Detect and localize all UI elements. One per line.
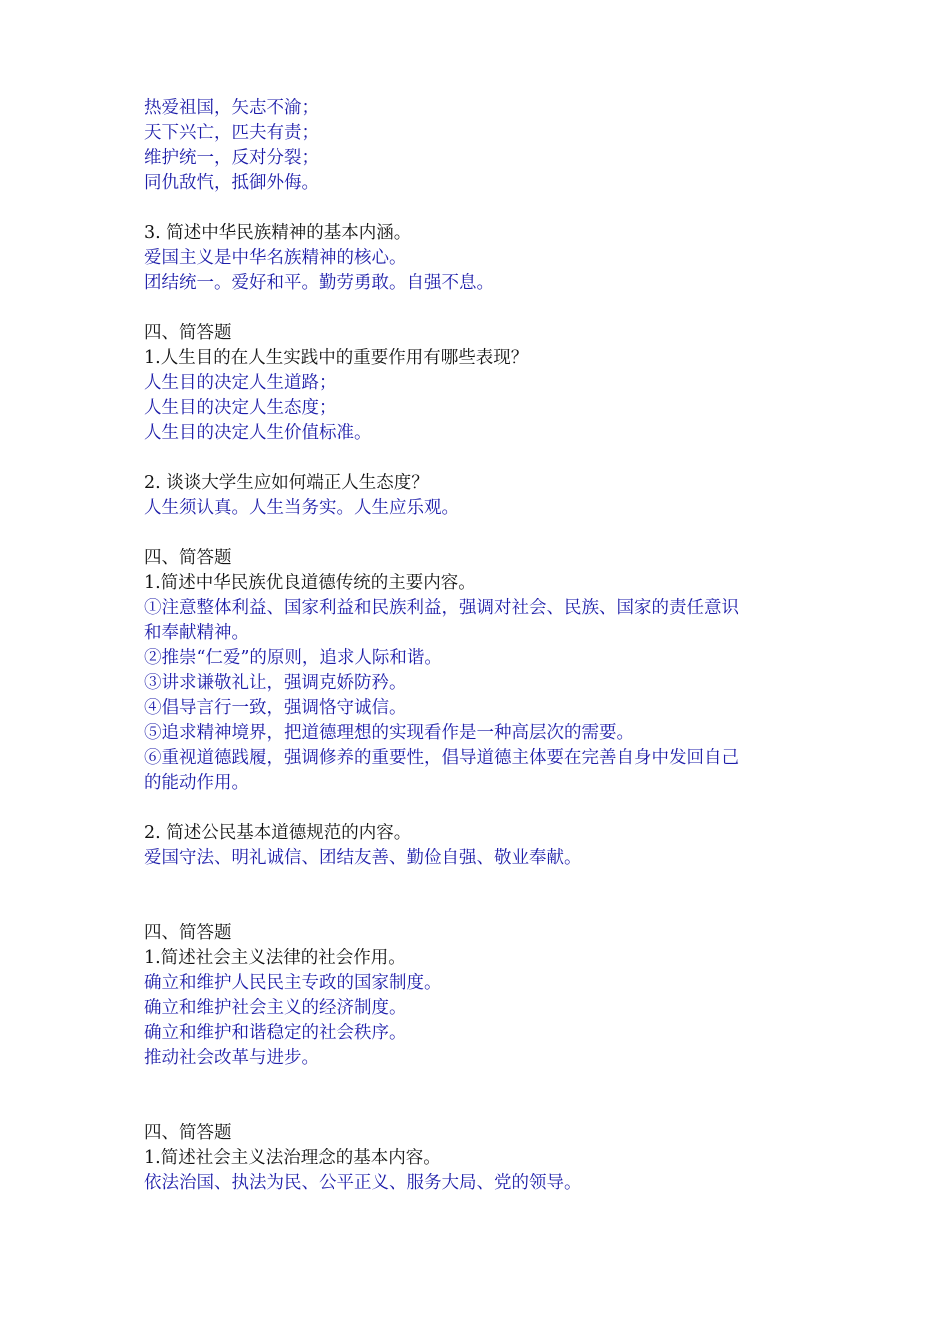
question-text: 1.简述社会主义法律的社会作用。 <box>144 948 406 968</box>
answer-line: 人生目的决定人生道路； <box>144 373 337 393</box>
answer-line: 热爱祖国，矢志不渝； <box>144 98 319 118</box>
section-heading: 四、简答题 <box>144 923 232 943</box>
answer-line: 的能动作用。 <box>144 773 249 793</box>
question-text: 1.人生目的在人生实践中的重要作用有哪些表现？ <box>144 348 529 368</box>
question-text: 1.简述社会主义法治理念的基本内容。 <box>144 1148 441 1168</box>
answer-line: 维护统一，反对分裂； <box>144 148 319 168</box>
answer-line: 推动社会改革与进步。 <box>144 1048 319 1068</box>
question-text: 2. 简述公民基本道德规范的内容。 <box>144 823 412 843</box>
answer-line: 爱国守法、明礼诚信、团结友善、勤俭自强、敬业奉献。 <box>144 848 582 868</box>
question-text: 2. 谈谈大学生应如何端正人生态度？ <box>144 473 429 493</box>
answer-line: 确立和维护和谐稳定的社会秩序。 <box>144 1023 407 1043</box>
answer-line: ⑥重视道德践履，强调修养的重要性，倡导道德主体要在完善自身中发回自己 <box>144 748 739 768</box>
answer-line: 团结统一。爱好和平。勤劳勇敢。自强不息。 <box>144 273 494 293</box>
question-text: 3. 简述中华民族精神的基本内涵。 <box>144 223 412 243</box>
answer-line: 人生须认真。人生当务实。人生应乐观。 <box>144 498 459 518</box>
answer-line: 人生目的决定人生态度； <box>144 398 337 418</box>
section-heading: 四、简答题 <box>144 548 232 568</box>
answer-line: 爱国主义是中华名族精神的核心。 <box>144 248 407 268</box>
document-page <box>144 96 824 1196</box>
answer-line: 同仇敌忾，抵御外侮。 <box>144 173 319 193</box>
answer-line: 确立和维护人民民主专政的国家制度。 <box>144 973 442 993</box>
answer-line: 和奉献精神。 <box>144 623 249 643</box>
answer-line: 确立和维护社会主义的经济制度。 <box>144 998 407 1018</box>
answer-line: 人生目的决定人生价值标准。 <box>144 423 372 443</box>
answer-line: ④倡导言行一致，强调恪守诚信。 <box>144 698 407 718</box>
answer-line: 天下兴亡，匹夫有责； <box>144 123 319 143</box>
section-heading: 四、简答题 <box>144 323 232 343</box>
section-heading: 四、简答题 <box>144 1123 232 1143</box>
answer-line: ③讲求谦敬礼让，强调克娇防矜。 <box>144 673 407 693</box>
question-text: 1.简述中华民族优良道德传统的主要内容。 <box>144 573 476 593</box>
answer-line: ⑤追求精神境界，把道德理想的实现看作是一种高层次的需要。 <box>144 723 634 743</box>
answer-line: ②推崇“仁爱”的原则，追求人际和谐。 <box>144 648 442 668</box>
answer-line: 依法治国、执法为民、公平正义、服务大局、党的领导。 <box>144 1173 582 1193</box>
answer-line: ①注意整体利益、国家利益和民族利益，强调对社会、民族、国家的责任意识 <box>144 598 739 618</box>
